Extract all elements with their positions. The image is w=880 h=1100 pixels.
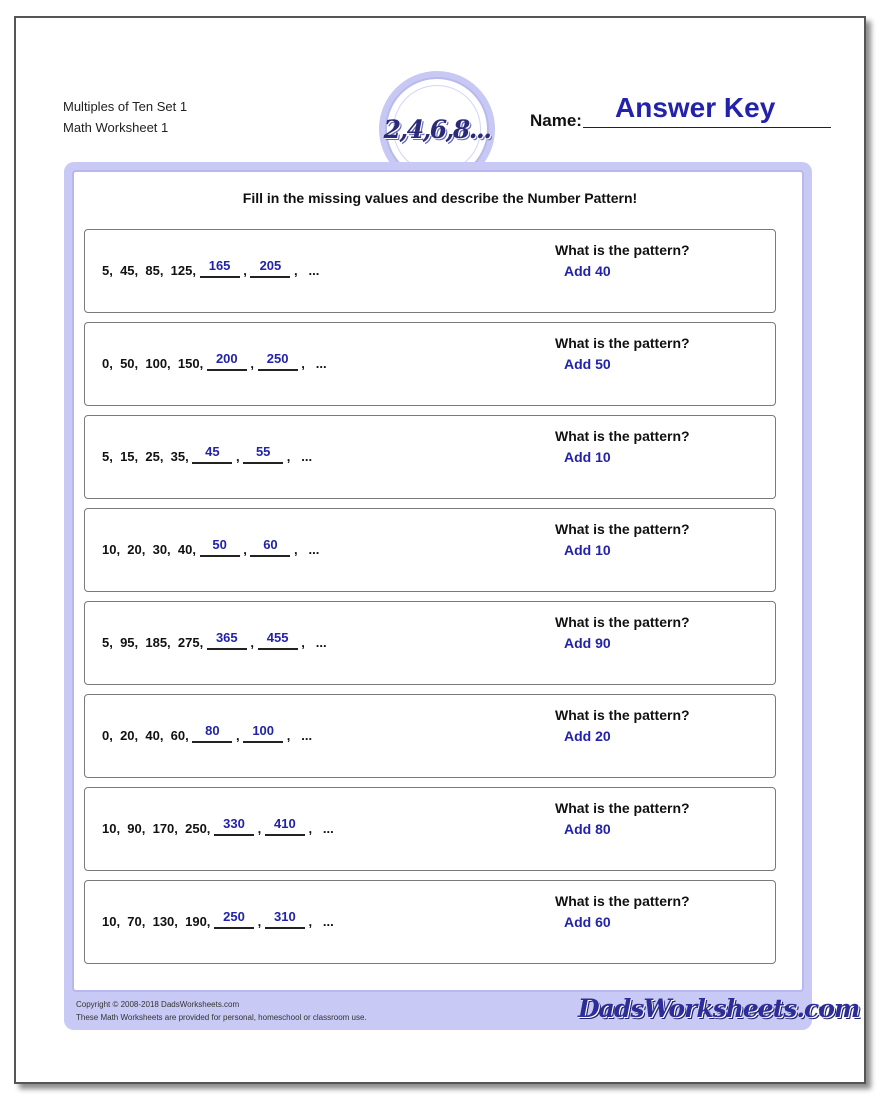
- blank-answer-2[interactable]: 205: [250, 258, 290, 278]
- worksheet-title: [63, 96, 187, 138]
- sequence-given: 0, 50, 100, 150,: [102, 356, 207, 371]
- pattern-question: What is the pattern?: [555, 521, 690, 537]
- pattern-question: What is the pattern?: [555, 614, 690, 630]
- blank-answer-2[interactable]: 60: [250, 537, 290, 557]
- sequence-end: , ...: [297, 635, 327, 650]
- problem-box: [84, 787, 776, 871]
- name-label: Name:: [530, 111, 582, 130]
- separator: ,: [246, 635, 258, 650]
- badge-text: 2,4,6,8...: [383, 114, 491, 144]
- pattern-answer: Add 40: [564, 263, 611, 279]
- separator: ,: [254, 914, 265, 929]
- sequence-given: 0, 20, 40, 60,: [102, 728, 193, 743]
- problem-box: [84, 601, 776, 685]
- blank-answer-2[interactable]: 250: [258, 351, 298, 371]
- number-sequence: [102, 816, 334, 836]
- sequence-end: , ...: [304, 914, 334, 929]
- number-sequence: [102, 537, 319, 557]
- problem-box: [84, 694, 776, 778]
- answer-key-label: Answer Key: [615, 92, 776, 123]
- number-sequence: [102, 351, 327, 371]
- sequence-given: 10, 20, 30, 40,: [102, 542, 200, 557]
- blank-answer-1[interactable]: 80: [192, 723, 232, 743]
- pattern-question: What is the pattern?: [555, 335, 690, 351]
- number-sequence: [102, 723, 312, 743]
- pattern-question: What is the pattern?: [555, 428, 690, 444]
- pattern-answer: Add 60: [564, 914, 611, 930]
- separator: ,: [254, 821, 265, 836]
- pattern-answer: Add 50: [564, 356, 611, 372]
- problem-box: [84, 322, 776, 406]
- problem-box: [84, 508, 776, 592]
- number-sequence: [102, 630, 327, 650]
- separator: ,: [232, 728, 244, 743]
- title-line-2: Math Worksheet 1: [63, 120, 169, 135]
- usage-notice: These Math Worksheets are provided for personal, homeschool or classroom use.: [76, 1013, 367, 1022]
- sequence-end: , ...: [283, 449, 313, 464]
- blank-answer-2[interactable]: 310: [265, 909, 305, 929]
- blank-answer-1[interactable]: 365: [207, 630, 247, 650]
- sequence-end: , ...: [297, 356, 327, 371]
- number-sequence: [102, 444, 312, 464]
- pattern-answer: Add 20: [564, 728, 611, 744]
- sequence-given: 10, 90, 170, 250,: [102, 821, 215, 836]
- instructions: Fill in the missing values and describe the Number Pattern!: [242, 190, 638, 206]
- blank-answer-1[interactable]: 250: [214, 909, 254, 929]
- pattern-question: What is the pattern?: [555, 800, 690, 816]
- blank-answer-2[interactable]: 100: [243, 723, 283, 743]
- sequence-given: 10, 70, 130, 190,: [102, 914, 215, 929]
- pattern-answer: Add 80: [564, 821, 611, 837]
- blank-answer-2[interactable]: 410: [265, 816, 305, 836]
- problem-box: [84, 229, 776, 313]
- blank-answer-1[interactable]: 45: [192, 444, 232, 464]
- problem-box: [84, 880, 776, 964]
- pattern-question: What is the pattern?: [555, 242, 690, 258]
- blank-answer-1[interactable]: 165: [200, 258, 240, 278]
- sequence-end: , ...: [304, 821, 334, 836]
- blank-answer-2[interactable]: 455: [258, 630, 298, 650]
- number-sequence: [102, 258, 319, 278]
- pattern-answer: Add 90: [564, 635, 611, 651]
- separator: ,: [232, 449, 244, 464]
- problem-box: [84, 415, 776, 499]
- blank-answer-1[interactable]: 50: [200, 537, 240, 557]
- pattern-answer: Add 10: [564, 542, 611, 558]
- separator: ,: [246, 356, 258, 371]
- separator: ,: [239, 542, 251, 557]
- blank-answer-1[interactable]: 330: [214, 816, 254, 836]
- separator: ,: [239, 263, 251, 278]
- pattern-question: What is the pattern?: [555, 893, 690, 909]
- footer: [76, 998, 367, 1024]
- pattern-question: What is the pattern?: [555, 707, 690, 723]
- sequence-given: 5, 15, 25, 35,: [102, 449, 193, 464]
- blank-answer-2[interactable]: 55: [243, 444, 283, 464]
- title-line-1: Multiples of Ten Set 1: [63, 99, 188, 114]
- name-line: [583, 127, 831, 128]
- sequence-given: 5, 95, 185, 275,: [102, 635, 207, 650]
- sequence-end: , ...: [290, 263, 320, 278]
- brand-logo: DadsWorksheets.com: [578, 994, 860, 1023]
- blank-answer-1[interactable]: 200: [207, 351, 247, 371]
- sequence-given: 5, 45, 85, 125,: [102, 263, 200, 278]
- sequence-end: , ...: [283, 728, 313, 743]
- copyright-text: Copyright © 2008-2018 DadsWorksheets.com: [76, 1000, 240, 1009]
- sequence-end: , ...: [290, 542, 320, 557]
- number-sequence: [102, 909, 334, 929]
- pattern-answer: Add 10: [564, 449, 611, 465]
